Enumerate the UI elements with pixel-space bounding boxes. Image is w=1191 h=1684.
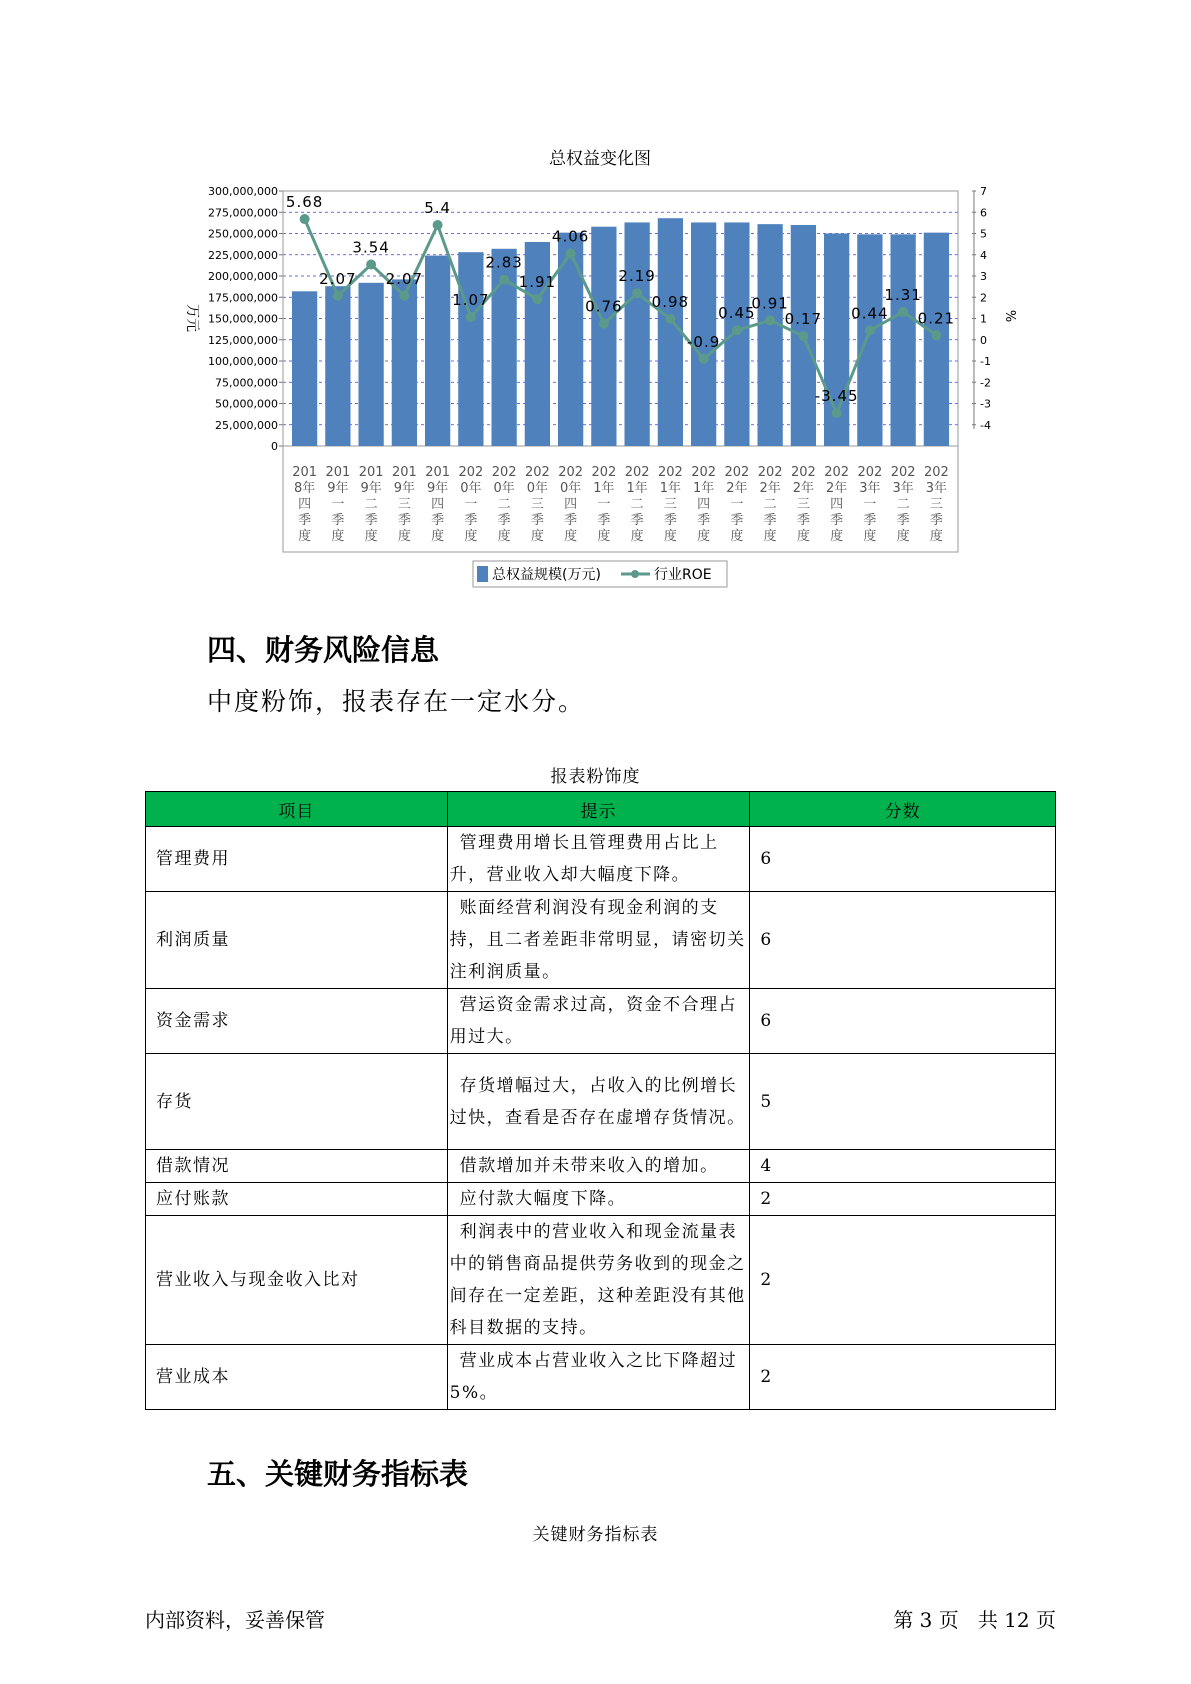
roe-data-label: 0.76 (585, 297, 623, 316)
x-tick-label: 3年 (892, 481, 914, 496)
row-score: 6 (750, 892, 1056, 989)
y-left-tick-label: 275,000,000 (208, 206, 278, 220)
roe-point (566, 248, 576, 258)
x-tick-label: 1年 (626, 481, 648, 496)
x-tick-label: 度 (464, 529, 478, 544)
row-score: 6 (750, 827, 1056, 892)
legend-bar-swatch (477, 566, 488, 582)
row-item: 营业收入与现金收入比对 (146, 1216, 448, 1345)
x-tick-label: 0年 (460, 481, 482, 496)
table-row (146, 1216, 1056, 1345)
roe-data-label: -3.45 (814, 387, 859, 406)
table-row (146, 1054, 1056, 1150)
roe-data-label: 5.68 (285, 193, 324, 212)
header-item: 项目 (146, 792, 448, 827)
footer-confidential: 内部资料，妥善保管 (145, 1608, 325, 1632)
x-tick-label: 季 (397, 513, 411, 528)
table-row (146, 1345, 1056, 1410)
y-right-tick-label: 4 (980, 248, 987, 262)
roe-data-label: 0.21 (917, 309, 956, 328)
x-tick-label: 度 (663, 529, 677, 544)
y-left-tick-label: 50,000,000 (215, 397, 278, 411)
x-tick-label: 季 (431, 513, 445, 528)
x-tick-label: 三 (663, 497, 677, 512)
x-tick-label: 季 (597, 513, 611, 528)
row-score: 2 (750, 1183, 1056, 1216)
x-tick-label: 9年 (327, 481, 349, 496)
x-tick-label: 202 (890, 465, 916, 480)
roe-data-label: 3.54 (352, 238, 390, 257)
roe-data-label: 4.06 (551, 227, 590, 246)
y-left-tick-label: 300,000,000 (208, 185, 278, 198)
bar (891, 234, 916, 446)
y-left-tick-label: 150,000,000 (208, 312, 278, 326)
row-item: 营业成本 (146, 1345, 448, 1410)
table-row (146, 989, 1056, 1054)
x-tick-label: 202 (491, 465, 517, 480)
bar (358, 283, 383, 446)
roe-point (865, 325, 875, 335)
x-tick-label: 9年 (393, 481, 416, 496)
y-left-tick-label: 225,000,000 (208, 248, 278, 262)
x-tick-label: 度 (298, 529, 312, 544)
roe-point (832, 408, 842, 418)
x-tick-label: 度 (697, 529, 711, 544)
roe-point (333, 291, 343, 301)
x-tick-label: 二 (630, 497, 644, 512)
roe-data-label: 0.91 (751, 294, 789, 313)
row-hint: 应付款大幅度下降。 (447, 1183, 750, 1216)
x-tick-label: 1年 (692, 481, 715, 496)
x-tick-label: 3年 (859, 481, 881, 496)
x-tick-label: 0年 (559, 481, 582, 496)
roe-data-label: 1.31 (884, 285, 922, 304)
x-tick-label: 季 (364, 513, 378, 528)
roe-data-label: 2.83 (485, 253, 523, 272)
roe-data-label: 0.17 (784, 310, 823, 329)
x-tick-label: 201 (425, 465, 451, 480)
x-tick-label: 三 (530, 497, 544, 512)
x-tick-label: 度 (863, 529, 877, 544)
x-tick-label: 四 (298, 497, 312, 512)
x-tick-label: 季 (763, 513, 777, 528)
x-tick-label: 201 (325, 465, 351, 480)
roe-data-label: 0.44 (851, 304, 889, 323)
roe-point (632, 288, 642, 298)
x-tick-label: 季 (796, 513, 810, 528)
row-hint: 账面经营利润没有现金利润的支持，且二者差距非常明显，请密切关注利润质量。 (447, 892, 750, 989)
y-left-tick-label: 200,000,000 (208, 270, 278, 283)
x-tick-label: 度 (796, 529, 810, 544)
x-tick-label: 2年 (825, 481, 848, 496)
y-right-tick-label: 3 (980, 270, 987, 283)
section4-heading: 四、财务风险信息 (207, 633, 440, 667)
x-tick-label: 季 (564, 513, 578, 528)
x-tick-label: 一 (464, 497, 478, 512)
x-tick-label: 三 (397, 497, 411, 512)
x-tick-label: 季 (896, 513, 910, 528)
x-tick-label: 202 (724, 465, 750, 480)
x-tick-label: 2年 (726, 481, 748, 496)
row-hint: 利润表中的营业收入和现金流量表中的销售商品提供劳务收到的现金之间存在一定差距，这种差距没有其他科目数据的支持。 (447, 1216, 750, 1345)
x-tick-label: 度 (730, 529, 744, 544)
y-left-tick-label: 175,000,000 (208, 291, 278, 305)
table-row (146, 827, 1056, 892)
x-tick-label: 0年 (526, 481, 549, 496)
y-right-tick-label: -2 (980, 376, 991, 390)
row-item: 管理费用 (146, 827, 448, 892)
section5-heading: 五、关键财务指标表 (207, 1457, 469, 1491)
roe-point (466, 312, 476, 322)
x-tick-label: 四 (697, 497, 711, 512)
roe-point (599, 319, 609, 329)
x-tick-label: 8年 (293, 481, 316, 496)
table-row (146, 892, 1056, 989)
chart-title: 总权益变化图 (549, 149, 651, 169)
legend-line-label: 行业ROE (654, 567, 712, 583)
bar (392, 279, 417, 446)
y-right-tick-label: 1 (980, 312, 987, 326)
row-hint: 营业成本占营业收入之比下降超过5%。 (447, 1345, 750, 1410)
x-tick-label: 3年 (925, 481, 948, 496)
header-hint: 提示 (447, 792, 750, 827)
x-tick-label: 四 (830, 497, 844, 512)
y-left-tick-label: 75,000,000 (215, 376, 278, 390)
x-tick-label: 季 (730, 513, 744, 528)
y-right-tick-label: -3 (980, 397, 991, 411)
bar (591, 227, 616, 446)
x-tick-label: 二 (763, 497, 777, 512)
row-score: 6 (750, 989, 1056, 1054)
roe-data-label: 1.07 (452, 291, 490, 310)
x-tick-label: 202 (524, 465, 550, 480)
x-tick-label: 0年 (493, 481, 515, 496)
x-tick-label: 202 (458, 465, 484, 480)
risk-table (145, 791, 1056, 1410)
row-hint: 管理费用增长且管理费用占比上升，营业收入却大幅度下降。 (447, 827, 750, 892)
bar (425, 256, 450, 446)
x-tick-label: 202 (790, 465, 816, 480)
bar (325, 286, 350, 446)
y-left-tick-label: 25,000,000 (215, 418, 278, 432)
y-left-tick-label: 0 (271, 440, 278, 453)
x-tick-label: 1年 (659, 481, 682, 496)
x-tick-label: 202 (824, 465, 850, 480)
row-item: 存货 (146, 1054, 448, 1150)
x-axis-label-frame (283, 446, 958, 552)
x-tick-label: 四 (431, 497, 445, 512)
x-tick-label: 9年 (360, 481, 382, 496)
bar (624, 222, 649, 446)
risk-table-header (146, 792, 1056, 827)
roe-data-label: 1.91 (518, 273, 557, 292)
x-tick-label: 二 (364, 497, 378, 512)
y-left-tick-label: 125,000,000 (208, 333, 278, 347)
x-tick-label: 202 (558, 465, 584, 480)
x-tick-label: 一 (331, 497, 345, 512)
x-tick-label: 四 (564, 497, 578, 512)
x-tick-label: 202 (757, 465, 783, 480)
x-tick-label: 度 (896, 529, 910, 544)
bar (857, 234, 882, 446)
roe-point (499, 275, 509, 285)
y-right-tick-label: 6 (980, 206, 987, 220)
row-item: 应付账款 (146, 1183, 448, 1216)
x-tick-label: 二 (896, 497, 910, 512)
row-hint: 借款增加并未带来收入的增加。 (447, 1150, 750, 1183)
x-tick-label: 一 (597, 497, 611, 512)
table-row (146, 1183, 1056, 1216)
x-tick-label: 度 (530, 529, 544, 544)
x-tick-label: 202 (923, 465, 949, 480)
roe-data-label: -0.9 (686, 332, 721, 351)
row-item: 借款情况 (146, 1150, 448, 1183)
x-tick-label: 202 (691, 465, 717, 480)
y-right-tick-label: 5 (980, 227, 987, 241)
y-right-tick-label: -1 (980, 355, 991, 368)
x-tick-label: 季 (929, 513, 943, 528)
row-item: 利润质量 (146, 892, 448, 989)
y-right-tick-label: -4 (980, 418, 991, 432)
x-tick-label: 度 (630, 529, 644, 544)
x-tick-label: 201 (358, 465, 384, 480)
risk-summary: 中度粉饰，报表存在一定水分。 (207, 687, 586, 716)
roe-data-label: 2.07 (385, 269, 424, 288)
x-tick-label: 202 (591, 465, 617, 480)
bar (458, 252, 483, 446)
key-metrics-caption: 关键财务指标表 (532, 1525, 659, 1545)
risk-table-caption: 报表粉饰度 (550, 767, 641, 787)
roe-data-label: 2.07 (319, 269, 357, 288)
roe-point (300, 214, 310, 224)
roe-data-label: 0.45 (718, 304, 756, 323)
x-tick-label: 季 (630, 513, 644, 528)
roe-point (366, 260, 376, 270)
x-tick-label: 季 (830, 513, 844, 528)
x-tick-label: 一 (863, 497, 877, 512)
x-tick-label: 度 (564, 529, 578, 544)
x-tick-label: 季 (497, 513, 511, 528)
x-tick-label: 季 (663, 513, 677, 528)
x-tick-label: 201 (391, 465, 417, 480)
x-tick-label: 度 (331, 529, 345, 544)
y-right-tick-label: 0 (980, 333, 987, 347)
x-tick-label: 二 (497, 497, 511, 512)
roe-point (798, 331, 808, 341)
row-score: 5 (750, 1054, 1056, 1150)
x-tick-label: 度 (397, 529, 411, 544)
row-hint: 存货增幅过大，占收入的比例增长过快，查看是否存在虚增存货情况。 (447, 1054, 750, 1150)
roe-point (898, 307, 908, 317)
x-tick-label: 度 (763, 529, 777, 544)
x-tick-label: 2年 (792, 481, 815, 496)
legend-bar-label: 总权益规模(万元) (492, 567, 601, 583)
x-tick-label: 度 (497, 529, 511, 544)
legend-line-marker (631, 570, 639, 578)
row-score: 2 (750, 1345, 1056, 1410)
roe-data-label: 2.19 (618, 267, 656, 286)
x-tick-label: 201 (292, 465, 318, 480)
roe-data-label: 0.98 (651, 292, 690, 311)
x-tick-label: 度 (364, 529, 378, 544)
roe-point (665, 314, 675, 324)
roe-point (931, 330, 941, 340)
bar (757, 224, 782, 446)
roe-point (732, 325, 742, 335)
y-right-tick-label: 7 (980, 185, 987, 198)
x-tick-label: 季 (863, 513, 877, 528)
header-score: 分数 (750, 792, 1056, 827)
roe-data-label: 5.4 (424, 199, 452, 217)
roe-point (532, 294, 542, 304)
x-tick-label: 9年 (426, 481, 449, 496)
x-tick-label: 一 (730, 497, 744, 512)
x-tick-label: 2年 (759, 481, 781, 496)
x-tick-label: 度 (929, 529, 943, 544)
x-tick-label: 度 (830, 529, 844, 544)
x-tick-label: 1年 (593, 481, 615, 496)
equity-chart (0, 0, 1191, 600)
x-tick-label: 季 (464, 513, 478, 528)
roe-point (765, 315, 775, 325)
x-tick-label: 度 (431, 529, 445, 544)
roe-point (433, 220, 443, 230)
table-row (146, 1150, 1056, 1183)
y-left-tick-label: 250,000,000 (208, 227, 278, 241)
x-tick-label: 度 (597, 529, 611, 544)
x-tick-label: 季 (331, 513, 345, 528)
roe-point (399, 291, 409, 301)
bar (658, 218, 683, 446)
x-tick-label: 三 (796, 497, 810, 512)
x-tick-label: 季 (298, 513, 312, 528)
x-tick-label: 202 (657, 465, 683, 480)
y-left-axis-label: 万元 (184, 304, 200, 332)
footer-page-number: 第 3 页 共 12 页 (893, 1608, 1056, 1632)
y-right-tick-label: 2 (980, 291, 987, 305)
y-left-tick-label: 100,000,000 (208, 355, 278, 368)
y-right-axis-label: % (1002, 309, 1017, 323)
row-item: 资金需求 (146, 989, 448, 1054)
x-tick-label: 季 (697, 513, 711, 528)
x-tick-label: 202 (857, 465, 883, 480)
x-tick-label: 三 (929, 497, 943, 512)
row-score: 4 (750, 1150, 1056, 1183)
roe-point (699, 354, 709, 364)
row-hint: 营运资金需求过高，资金不合理占用过大。 (447, 989, 750, 1054)
bar (292, 291, 317, 446)
row-score: 2 (750, 1216, 1056, 1345)
x-tick-label: 季 (530, 513, 544, 528)
x-tick-label: 202 (624, 465, 650, 480)
